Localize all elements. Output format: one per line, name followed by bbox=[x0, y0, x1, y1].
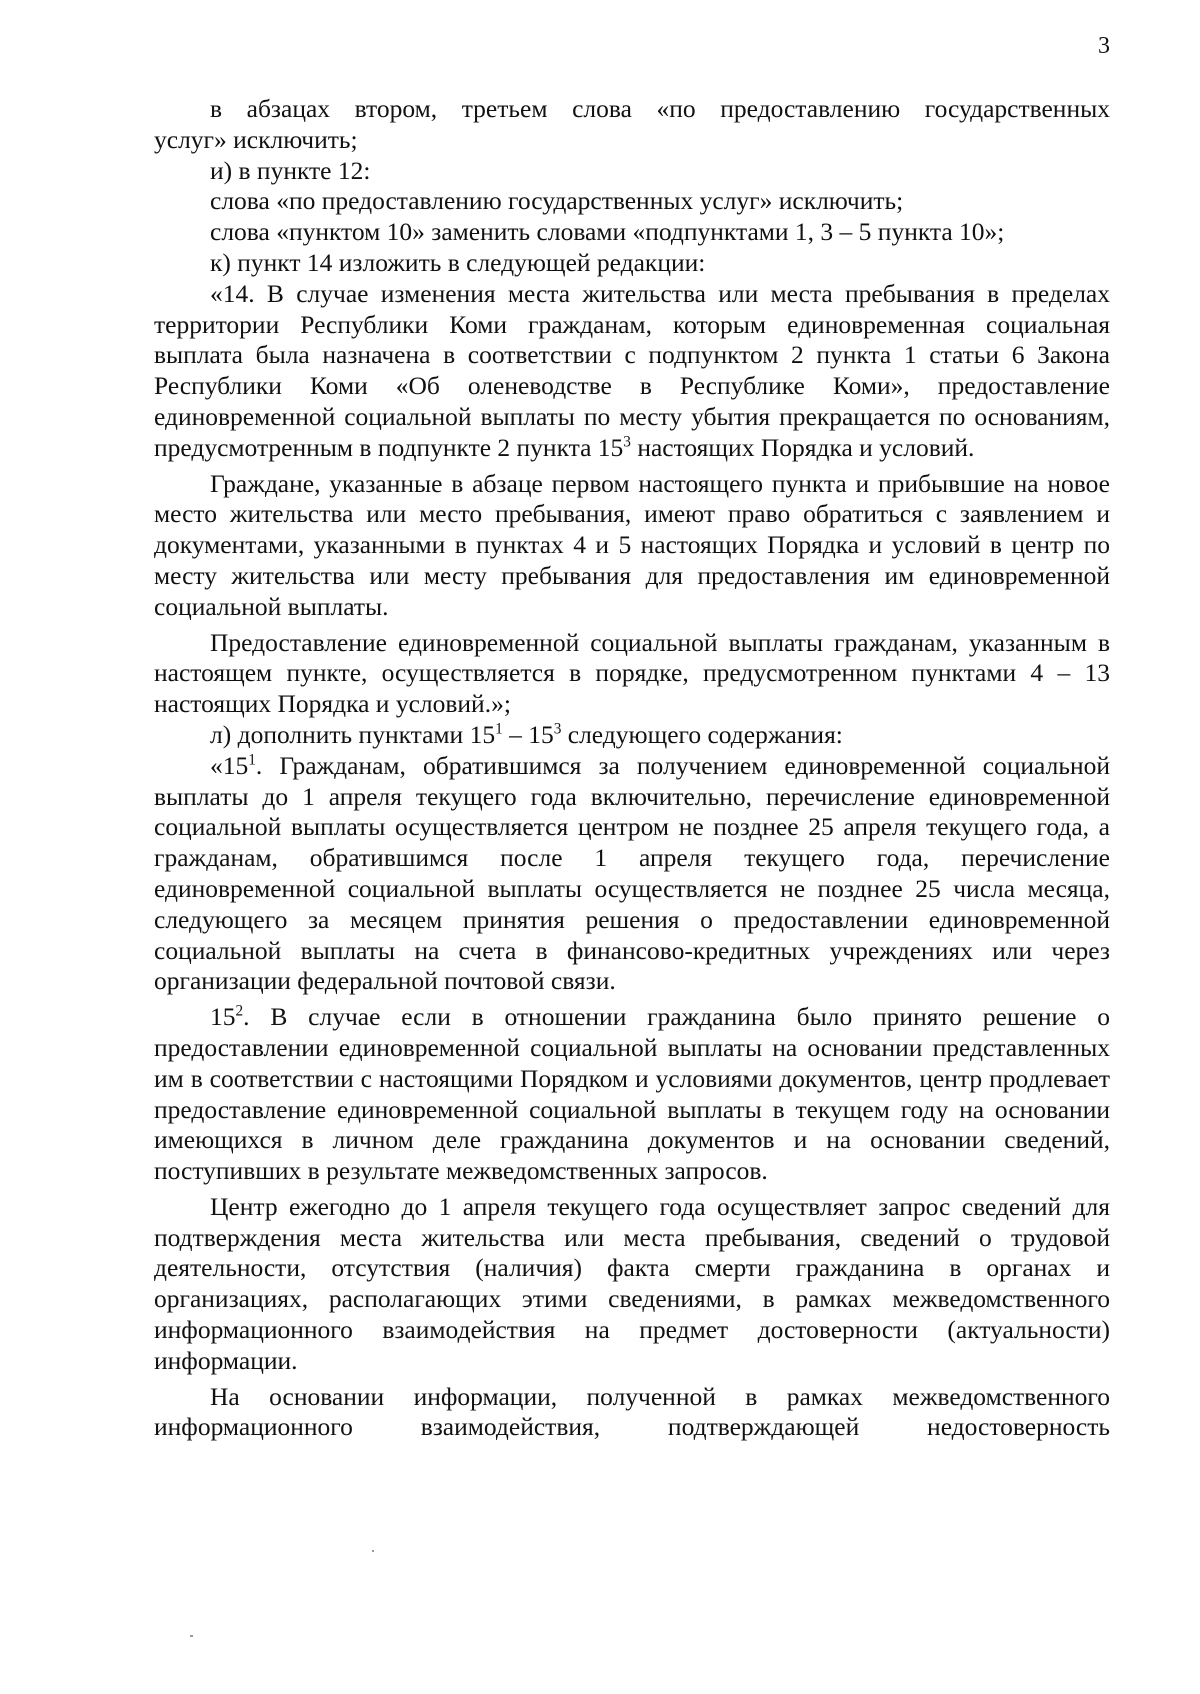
superscript: 3 bbox=[623, 433, 631, 451]
scan-speck bbox=[190, 1635, 193, 1637]
document-body bbox=[154, 94, 1110, 1443]
superscript: 2 bbox=[235, 1002, 244, 1020]
paragraph: слова «по предоставлению государственных услуг» исключить; bbox=[210, 186, 904, 216]
paragraph: л) дополнить пунктами $15^1 - 15^3$ следующего содержания: bbox=[210, 719, 843, 749]
superscript: 3 bbox=[553, 720, 562, 738]
paragraph: услуг» исключить; bbox=[154, 124, 358, 154]
paragraph: Предоставление единовременной социальной выплаты гражданам, указанным в настоящем пункте, осуществляется в порядке, предусмотренном пунктами 4 – 13 настоящих Порядка и условий.»; bbox=[154, 627, 1110, 719]
paragraph: в абзацах втором, третьем слова «по предоставлению государственных bbox=[210, 94, 1110, 123]
paragraph: Центр ежегодно до 1 апреля текущего года осуществляет запрос сведений для подтверждения места жительства или места пребывания, сведений о трудовой деятельности, отсутствия (наличия) факта смерти гражданина в органах и организациях, располагающих этими сведениями, в рамках межведомственного информационного взаимодействия на предмет достоверности (актуальности) информации. bbox=[154, 1191, 1110, 1375]
paragraph: На основании информации, полученной в рамках межведомственного информационного взаимодействия, подтверждающей недостоверность bbox=[154, 1381, 1110, 1442]
page-number: 3 bbox=[1098, 33, 1110, 59]
paragraph: и) в пункте 12: bbox=[210, 155, 371, 185]
superscript: 1 bbox=[248, 751, 256, 769]
paragraph: к) пункт 14 изложить в следующей редакции: bbox=[210, 247, 706, 277]
paragraph: «14. В случае изменения места жительства или места пребывания в пределах территории Республики Коми гражданам, которым единовременная социальная выплата была назначена в соответствии с подпунктом 2 пункта 1 статьи 6 Закона Республики Коми «Об оленеводстве в Республике Коми», предоставление единовременной социальной выплаты по месту убытия прекращается по основаниям, предусмотренным в подпункте 2 пункта $15^3$ настоящих Порядка и условий. bbox=[154, 278, 1110, 462]
paragraph: «$15^1$. Гражданам, обратившимся за получением единовременной социальной выплаты до 1 апреля текущего года включительно, перечисление единовременной социальной выплаты осуществляется центром не позднее 25 апреля текущего года, а гражданам, обратившимся после 1 апреля текущего года, перечисление единовременной социальной выплаты осуществляется не позднее 25 числа месяца, следующего за месяцем принятия решения о предоставлении единовременной социальной выплаты на счета в финансово-кредитных учреждениях или через организации федеральной почтовой связи. bbox=[154, 750, 1110, 996]
paragraph: слова «пунктом 10» заменить словами «подпунктами 1, 3 – 5 пункта 10»; bbox=[210, 217, 1005, 247]
paragraph: Граждане, указанные в абзаце первом настоящего пункта и прибывшие на новое место жительства или место пребывания, имеют право обратиться с заявлением и документами, указанными в пунктах 4 и 5 настоящих Порядка и условий в центр по месту жительства или месту пребывания для предоставления им единовременной социальной выплаты. bbox=[154, 468, 1110, 621]
scan-speck bbox=[372, 1550, 374, 1552]
paragraph: $15^2$. В случае если в отношении гражданина было принято решение о предоставлении единовременной социальной выплаты на основании представленных им в соответствии с настоящими Порядком и условиями документов, центр продлевает предоставление единовременной социальной выплаты в текущем году на основании имеющихся в личном деле гражданина документов и на основании сведений, поступивших в результате межведомственных запросов. bbox=[154, 1002, 1110, 1186]
superscript: 1 bbox=[495, 720, 503, 738]
